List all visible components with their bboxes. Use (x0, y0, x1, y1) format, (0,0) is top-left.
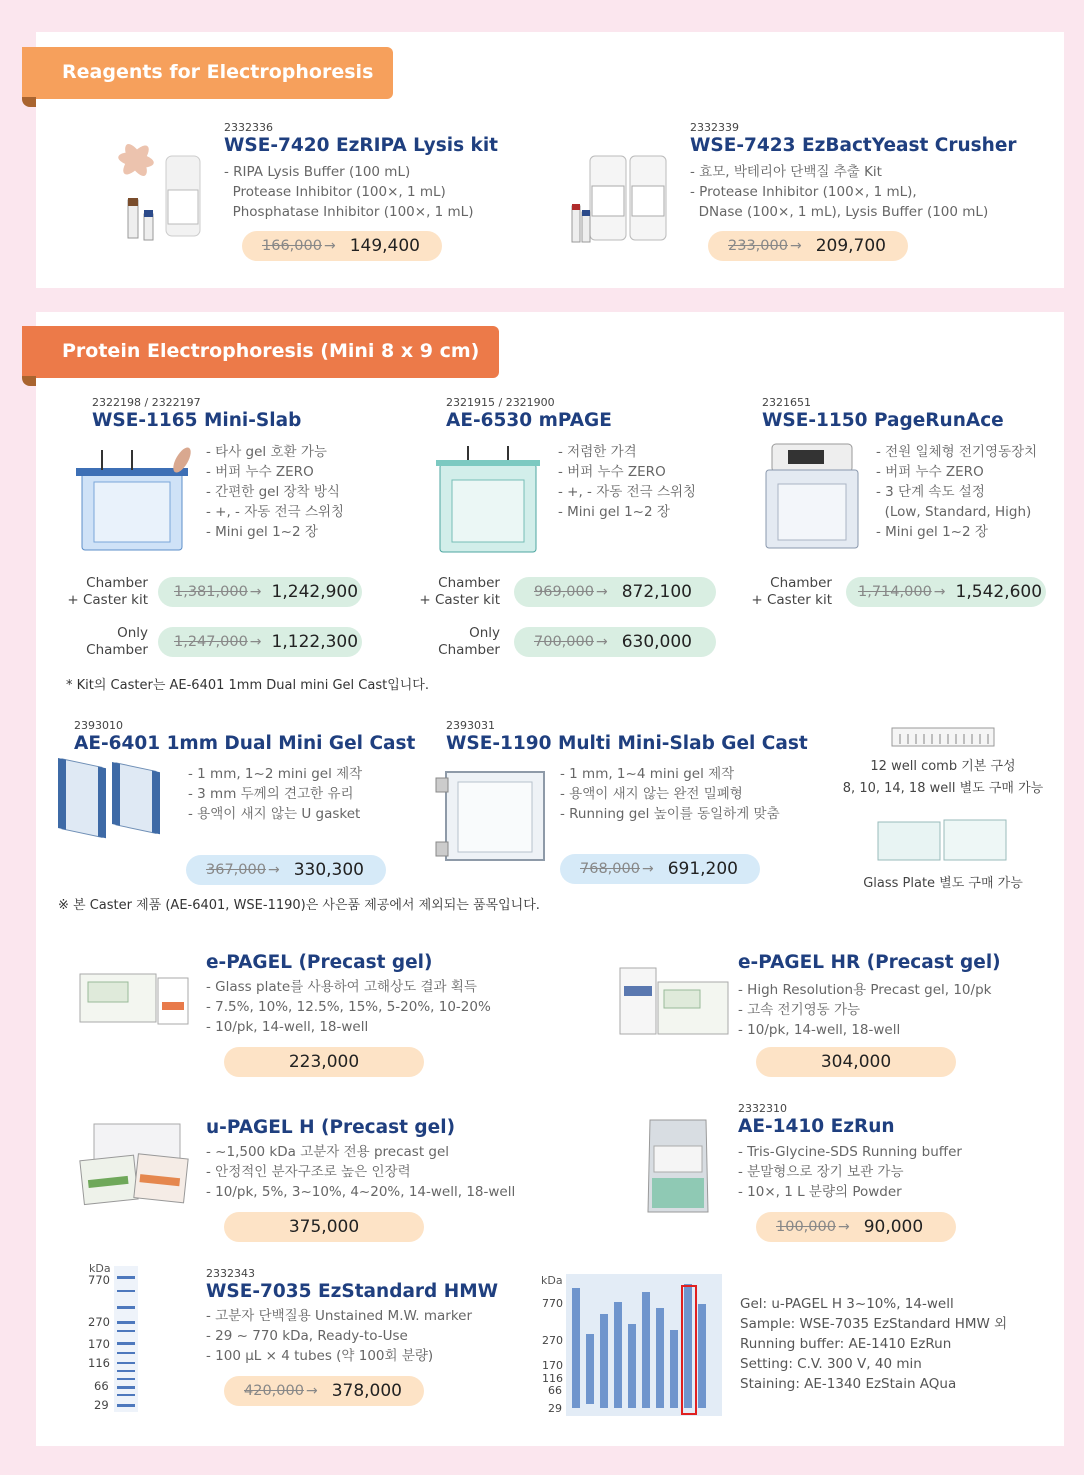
product-code: 2332339 (690, 121, 739, 134)
product-title: e-PAGEL HR (Precast gel) (738, 952, 1001, 973)
ladder-mark: 29 (94, 1398, 109, 1412)
sale-price: 330,300 (293, 860, 365, 880)
product-description: - Tris-Glycine-SDS Running buffer - 분말형으로 장기 보관 가능 - 10×, 1 L 분량의 Powder (738, 1144, 962, 1200)
price-pill (846, 577, 1046, 607)
product-title: AE-6530 mPAGE (446, 410, 612, 431)
ladder-mark: 270 (88, 1315, 110, 1329)
sale-price: 1,242,900 (271, 582, 359, 602)
price-pill (242, 231, 442, 261)
label-only-chamber: Only Chamber (86, 625, 148, 658)
price-pill (186, 855, 386, 885)
gel-mark: 116 (542, 1372, 563, 1385)
arrow-icon: → (249, 634, 262, 650)
old-price: 100,000 (776, 1219, 836, 1235)
gel-mark: 270 (542, 1334, 563, 1347)
price-pill (224, 1376, 424, 1406)
sale-price: 1,122,300 (271, 632, 359, 652)
product-description: - High Resolution용 Precast gel, 10/pk - 고속 전기영동 가능 - 10/pk, 14-well, 18-well (738, 982, 992, 1038)
old-price: 1,714,000 (858, 584, 932, 600)
sale-price: 872,100 (621, 582, 693, 602)
price-pill (756, 1212, 956, 1242)
price-pill (158, 577, 362, 607)
product-title: e-PAGEL (Precast gel) (206, 952, 433, 973)
arrow-icon: → (837, 1219, 850, 1235)
gel-unit: kDa (541, 1274, 563, 1287)
price-pill (514, 577, 716, 607)
product-title: u-PAGEL H (Precast gel) (206, 1117, 456, 1138)
label-chamber-caster: Chamber + Caster kit (67, 575, 148, 608)
arrow-icon: → (323, 238, 336, 254)
old-price: 768,000 (580, 861, 640, 877)
gel-mark: 29 (548, 1402, 562, 1415)
sale-price: 223,000 (288, 1052, 360, 1072)
section-tag-electrophoresis: Protein Electrophoresis (Mini 8 x 9 cm) (22, 326, 499, 378)
product-code: 2393031 (446, 719, 495, 732)
product-title: WSE-1190 Multi Mini-Slab Gel Cast (446, 733, 808, 754)
arrow-icon: → (249, 584, 262, 600)
product-title: WSE-1150 PageRunAce (762, 410, 1004, 431)
gel-mark: 66 (548, 1384, 562, 1397)
old-price: 367,000 (206, 862, 266, 878)
sale-price: 691,200 (667, 859, 739, 879)
price-pill (514, 627, 716, 657)
product-description: - ~1,500 kDa 고분자 전용 precast gel - 안정적인 분자구조로 높은 인장력 - 10/pk, 5%, 3~10%, 4~20%, 14-well, 18-well (206, 1144, 516, 1200)
product-description: - 고분자 단백질용 Unstained M.W. marker - 29 ~ 770 kDa, Ready-to-Use - 100 μL × 4 tubes (약 100회 분량) (206, 1308, 473, 1364)
arrow-icon: → (789, 238, 802, 254)
product-description: - Glass plate를 사용하여 고해상도 결과 획득 - 7.5%, 10%, 12.5%, 15%, 5-20%, 10-20% - 10/pk, 14-well, 18-well (206, 979, 491, 1035)
gel-mark: 170 (542, 1359, 563, 1372)
arrow-icon: → (595, 584, 608, 600)
ladder-mark: 170 (88, 1337, 110, 1351)
old-price: 166,000 (262, 238, 322, 254)
product-title: WSE-7035 EzStandard HMW (206, 1281, 499, 1302)
product-code: 2332310 (738, 1102, 787, 1115)
glass-plate-image (876, 818, 1010, 862)
arrow-icon: → (595, 634, 608, 650)
sale-price: 375,000 (288, 1217, 360, 1237)
old-price: 1,381,000 (174, 584, 248, 600)
product-title: WSE-1165 Mini-Slab (92, 410, 302, 431)
product-description: - RIPA Lysis Buffer (100 mL) Protease Inhibitor (100×, 1 mL) Phosphatase Inhibitor (100×, 1 mL) (224, 164, 474, 220)
product-title: AE-6401 1mm Dual Mini Gel Cast (74, 733, 416, 754)
product-image-multi-gel-cast (432, 762, 556, 870)
product-title: WSE-7420 EzRIPA Lysis kit (224, 135, 499, 156)
product-code: 2332336 (224, 121, 273, 134)
ladder-lane-image (114, 1266, 138, 1412)
product-image-mpage (428, 440, 552, 558)
arrow-icon: → (933, 584, 946, 600)
old-price: 233,000 (728, 238, 788, 254)
old-price: 420,000 (244, 1383, 304, 1399)
section-tag-reagents: Reagents for Electrophoresis (22, 47, 393, 99)
product-description: - 저렴한 가격 - 버퍼 누수 ZERO - +, - 자동 전극 스위칭 - Mini gel 1~2 장 (558, 444, 697, 520)
arrow-icon: → (305, 1383, 318, 1399)
product-description: - 효모, 박테리아 단백질 추출 Kit - Protease Inhibitor (100×, 1 mL), DNase (100×, 1 mL), Lysis Buffer (100 mL) (690, 164, 989, 220)
ladder-mark: 770 (88, 1273, 110, 1287)
kit-caster-note: * Kit의 Caster는 AE-6401 1mm Dual mini Gel Cast입니다. (66, 678, 430, 693)
arrow-icon: → (267, 862, 280, 878)
product-code: 2393010 (74, 719, 123, 732)
product-image-epagel (78, 968, 190, 1026)
price-pill (756, 1047, 956, 1077)
sale-price: 630,000 (621, 632, 693, 652)
product-code: 2332343 (206, 1267, 255, 1280)
label-chamber-caster: Chamber + Caster kit (751, 575, 832, 608)
product-image-pagerunace (758, 440, 868, 552)
gel-conditions: Gel: u-PAGEL H 3~10%, 14-well Sample: WSE-7035 EzStandard HMW 외 Running buffer: AE-1410 EzRun Setting: C.V. 300 V, 40 min Staining: AE-1340 EzStain AQua (740, 1296, 1008, 1392)
product-code: 2322198 / 2322197 (92, 396, 201, 409)
label-chamber-caster: Chamber + Caster kit (419, 575, 500, 608)
product-code: 2321915 / 2321900 (446, 396, 555, 409)
sale-price: 304,000 (820, 1052, 892, 1072)
ladder-mark: 116 (88, 1356, 110, 1370)
product-description: - 1 mm, 1~4 mini gel 제작 - 용액이 새지 않는 완전 밀폐형 - Running gel 높이를 동일하게 맞춤 (560, 766, 780, 822)
product-description: - 타사 gel 호환 가능 - 버퍼 누수 ZERO - 간편한 gel 장착 방식 - +, - 자동 전극 스위칭 - Mini gel 1~2 장 (206, 444, 345, 540)
old-price: 700,000 (534, 634, 594, 650)
product-description: - 1 mm, 1~2 mini gel 제작 - 3 mm 두께의 견고한 유리 - 용액이 새지 않는 U gasket (188, 766, 363, 822)
gel-result-image (566, 1274, 722, 1416)
product-title: WSE-7423 EzBactYeast Crusher (690, 135, 1017, 156)
product-title: AE-1410 EzRun (738, 1116, 895, 1137)
price-pill (224, 1212, 424, 1242)
caster-exclusion-note: ※ 본 Caster 제품 (AE-6401, WSE-1190)은 사은품 제공에서 제외되는 품목입니다. (58, 898, 540, 913)
well-comb-image (890, 726, 996, 748)
old-price: 969,000 (534, 584, 594, 600)
price-pill (560, 854, 760, 884)
product-image-epagel-hr (618, 966, 730, 1038)
arrow-icon: → (641, 861, 654, 877)
comb-description: 12 well comb 기본 구성 8, 10, 14, 18 well 별도 구매 가능 (842, 759, 1044, 796)
product-image-ezripa (106, 138, 216, 248)
sale-price: 1,542,600 (955, 582, 1043, 602)
price-pill (708, 231, 908, 261)
sale-price: 209,700 (815, 236, 887, 256)
product-description: - 전원 일체형 전기영동장치 - 버퍼 누수 ZERO - 3 단계 속도 설정 (Low, Standard, High) - Mini gel 1~2 장 (876, 444, 1038, 540)
product-image-mini-slab (72, 440, 202, 555)
gel-mark: 770 (542, 1297, 563, 1310)
price-pill (224, 1047, 424, 1077)
glass-plate-description: Glass Plate 별도 구매 가능 (863, 876, 1023, 891)
sale-price: 149,400 (349, 236, 421, 256)
product-image-dual-gel-cast (58, 758, 172, 840)
product-image-ezbactyeast (568, 150, 678, 246)
ladder-unit: kDa (89, 1262, 111, 1275)
old-price: 1,247,000 (174, 634, 248, 650)
ladder-mark: 66 (94, 1379, 109, 1393)
price-pill (158, 627, 362, 657)
label-only-chamber: Only Chamber (438, 625, 500, 658)
product-code: 2321651 (762, 396, 811, 409)
sale-price: 90,000 (863, 1217, 924, 1237)
sale-price: 378,000 (331, 1381, 403, 1401)
product-image-upagel-h (78, 1122, 190, 1208)
product-image-ezrun (642, 1116, 714, 1216)
